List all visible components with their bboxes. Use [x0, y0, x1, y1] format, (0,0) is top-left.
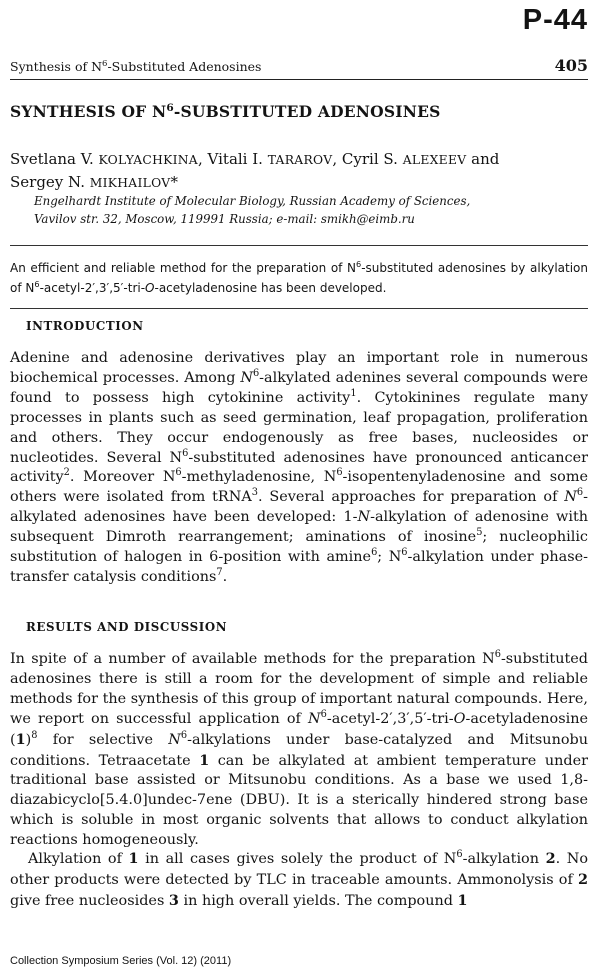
- footer-series-info: Collection Symposium Series (Vol. 12) (2011): [10, 955, 232, 967]
- page-number: 405: [554, 56, 588, 75]
- introduction-paragraph: Adenine and adenosine derivatives play an important role in numerous biochemical processes. Among $N^6$-alkylated adenines several compounds were found to possess high cytokinine activity$^1$. Cytokinines regulate many processes in plants such as seed germination, leaf propagation, proliferation and others. They occur endogenously as free bases, nucleosides or nucleotides. Several $N^6$-substituted adenosines have pronounced anticancer activity$^2$. Moreover $N^6$-methyladenosine, $N^6$-isopentenyladenosine and some others were isolated from tRNA$^3$. Several approaches for preparation of $N^6$-alkylated adenosines have been developed: 1-N-alkylation of adenosine with subsequent Dimroth rearrangement; aminations of inosine$^5$; nucleophilic substitution of halogen in 6-position with amine$^6$; $N^6$-alkylation under phase-transfer catalysis conditions$^7$.: [10, 350, 589, 585]
- abstract-bottom-rule: [10, 308, 588, 309]
- author-surname: ALEXEEV: [402, 153, 467, 167]
- results-heading: RESULTS AND DISCUSSION: [26, 620, 228, 634]
- abstract: An efficient and reliable method for the preparation of $N^6$-substituted adenosines by alkylation of $N^6-acetyl-2',3',5'-tri-O$-acetyladenosine has been developed.: [10, 259, 588, 295]
- paper-code-label: P-44: [522, 4, 588, 36]
- introduction-heading: INTRODUCTION: [26, 319, 144, 333]
- running-head-title: Synthesis of $N^6$-Substituted Adenosines: [10, 58, 262, 74]
- abstract-top-rule: [10, 245, 588, 246]
- author-surname: MIKHAILOV: [89, 176, 171, 190]
- author-list: Svetlana V. KOLYACHKINA, Vitali I. TARAROV, Cyril S. ALEXEEV and Sergey N. MIKHAILOV*: [10, 150, 500, 191]
- results-paragraph-2: Alkylation of 1 in all cases gives solely the product of $N^6$-alkylation 2. No other products were detected by TLC in traceable amounts. Ammonolysis of 2 give free nucleosides 3 in high overall yields. The compound 1: [10, 849, 589, 909]
- article-title: SYNTHESIS OF $N^6$-SUBSTITUTED ADENOSINES: [10, 101, 441, 121]
- author-surname: KOLYACHKINA: [98, 153, 198, 167]
- author-surname: TARAROV: [267, 153, 333, 167]
- affiliation: Engelhardt Institute of Molecular Biology, Russian Academy of Sciences, Vavilov str. 32, Moscow, 119991 Russia; e-mail: smikh@eimb.ru: [34, 194, 471, 226]
- results-paragraph-1: In spite of a number of available methods for the preparation $N^6$-substituted adenosines there is still a room for the development of simple and reliable methods for the synthesis of this group of important natural compounds. Here, we report on successful application of $N^6-acetyl-2',3',5'-tri-O$-acetyladenosine $(1)^8$ for selective $N^6$-alkylations under base-catalyzed and Mitsunobu conditions. Tetraacetate 1 can be alkylated at ambient temperature under traditional base assisted or Mitsunobu conditions. As a base we used 1,8-diazabicyclo[5.4.0]undec-7ene (DBU). It is a sterically hindered strong base which is soluble in most organic solvents that allows to conduct alkylation reactions homogeneously.: [10, 649, 588, 849]
- running-head: [10, 56, 588, 80]
